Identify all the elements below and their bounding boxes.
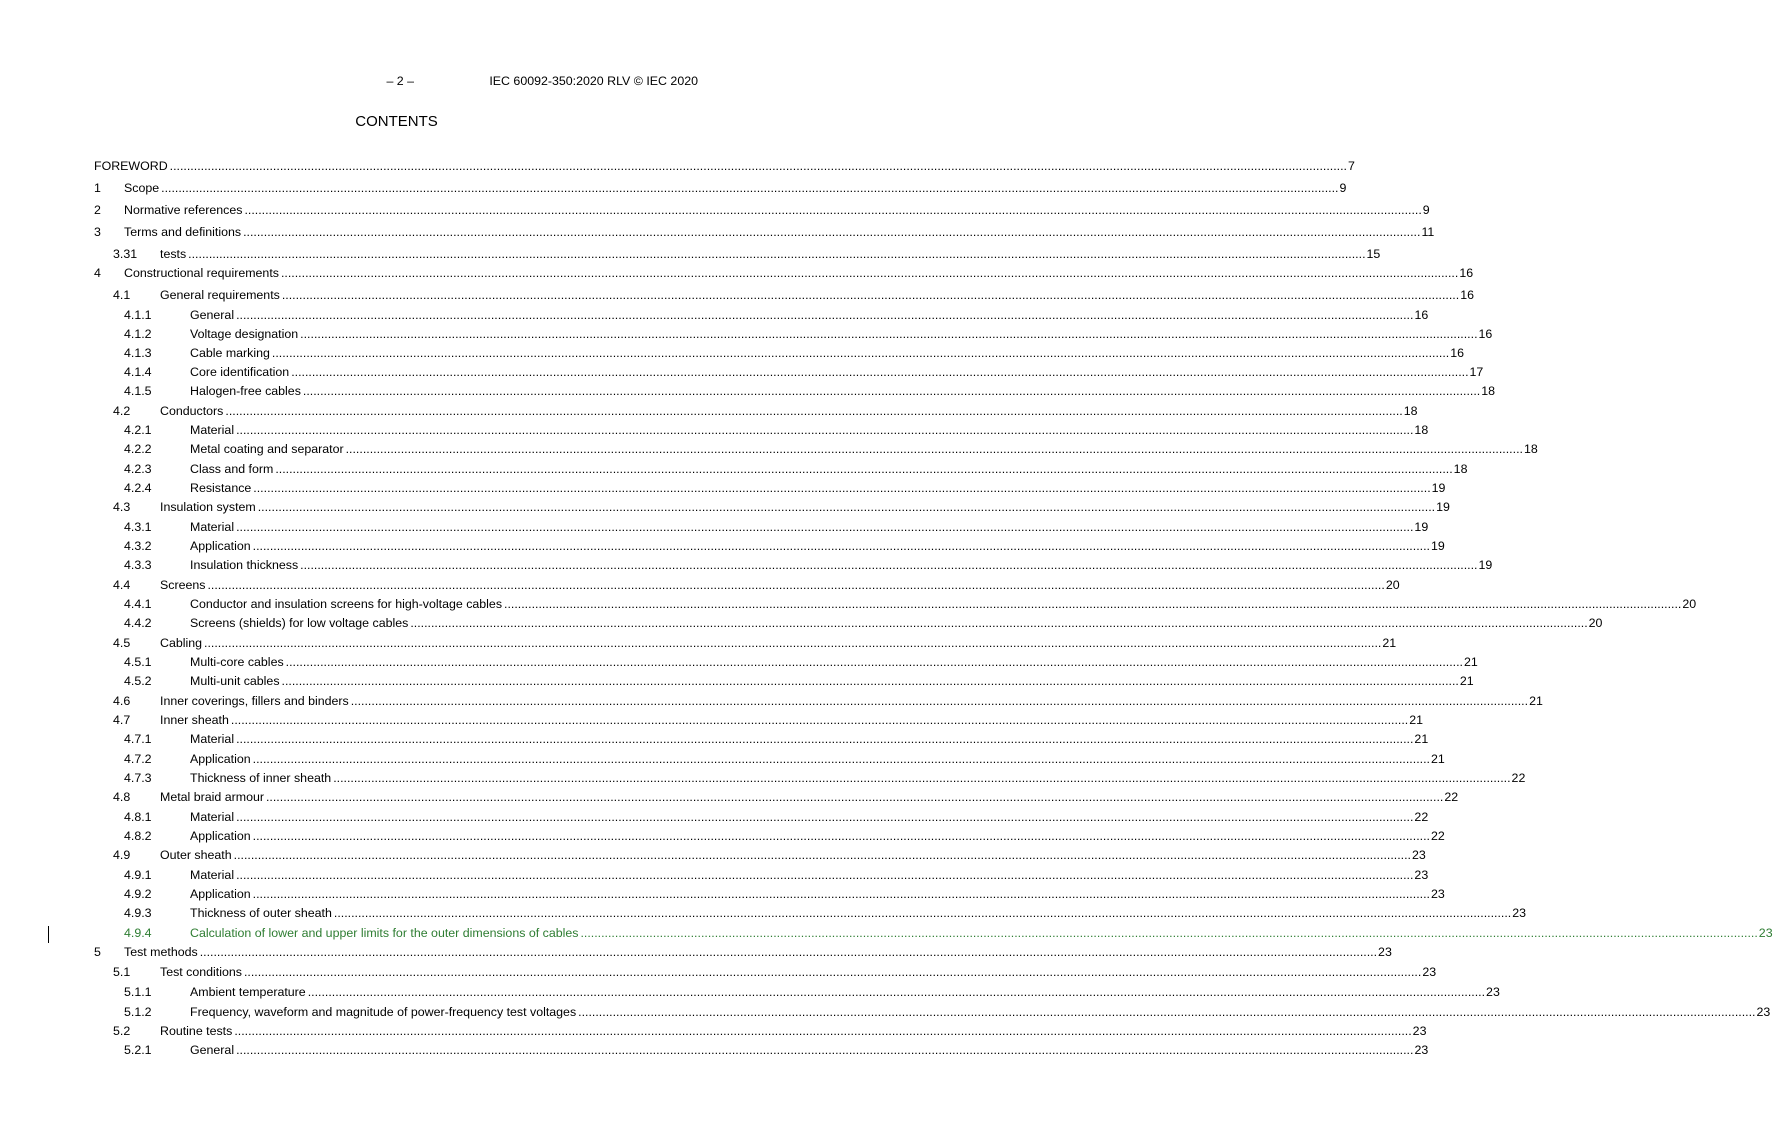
toc-entry-page: 18 [1403, 404, 1418, 418]
toc-entry-title: Resistance [190, 481, 252, 495]
toc-entry-number: 5.2.1 [124, 1043, 152, 1057]
toc-entry-title: Material [190, 868, 235, 882]
toc-entry[interactable] [94, 306, 1429, 324]
toc-entry-number: 4.9.3 [124, 906, 152, 920]
toc-dot-leader: ...................................................................................................................................................................................................................................................................................................................................................... [302, 384, 1481, 398]
toc-entry[interactable] [94, 692, 1543, 710]
toc-entry-number: 4.9.4 [124, 926, 152, 940]
toc-entry-page: 7 [1348, 159, 1355, 173]
toc-entry[interactable] [94, 983, 1500, 1001]
toc-dot-leader: ...................................................................................................................................................................................................................................................................................................................................................... [243, 225, 1421, 239]
toc-entry-number: 4.4.1 [124, 597, 152, 611]
toc-dot-leader: ...................................................................................................................................................................................................................................................................................................................................................... [236, 732, 1414, 746]
toc-entry-number: 4.8.2 [124, 829, 152, 843]
toc-entry-title: Thickness of inner sheath [190, 771, 332, 785]
toc-entry-page: 21 [1464, 655, 1478, 669]
toc-dot-leader: ...................................................................................................................................................................................................................................................................................................................................................... [291, 365, 1469, 379]
toc-entry-title: Calculation of lower and upper limits for the outer dimensions of cables [190, 926, 579, 940]
toc-entry[interactable] [94, 750, 1445, 768]
toc-entry-page: 18 [1453, 462, 1468, 476]
toc-entry-page: 21 [1459, 674, 1474, 688]
toc-entry-title: Material [190, 732, 235, 746]
toc-entry-title: Multi-core cables [190, 655, 284, 669]
toc-entry-page: 20 [1588, 616, 1603, 630]
toc-entry[interactable] [94, 885, 1445, 903]
toc-entry[interactable] [94, 440, 1538, 458]
toc-entry[interactable] [94, 576, 1400, 594]
toc-entry-title: Cable marking [190, 346, 270, 360]
toc-entry-number: 5.1.1 [124, 985, 152, 999]
toc-entry-title: Multi-unit cables [190, 674, 280, 688]
toc-entry-title: Application [190, 539, 251, 553]
toc-entry-title: Screens (shields) for low voltage cables [190, 616, 409, 630]
toc-entry-title: Material [190, 520, 235, 534]
toc-dot-leader: ...................................................................................................................................................................................................................................................................................................................................................... [199, 945, 1378, 959]
toc-entry-title: Outer sheath [160, 848, 232, 862]
toc-entry[interactable] [94, 286, 1474, 304]
revision-change-bar [48, 926, 49, 943]
toc-dot-leader: ...................................................................................................................................................................................................................................................................................................................................................... [253, 481, 1431, 495]
toc-entry[interactable] [94, 179, 1347, 197]
toc-entry-page: 21 [1430, 752, 1445, 766]
toc-entry-number: 4.7.2 [124, 752, 152, 766]
toc-dot-leader: ...................................................................................................................................................................................................................................................................................................................................................... [275, 462, 1453, 476]
toc-entry-title: Thickness of outer sheath [190, 906, 332, 920]
toc-entry[interactable] [94, 672, 1474, 690]
toc-entry-title: Class and form [190, 462, 274, 476]
toc-entry-page: 9 [1422, 203, 1430, 217]
toc-entry[interactable] [94, 421, 1429, 439]
toc-entry-page: 15 [1366, 247, 1381, 261]
toc-entry-number: 3 [94, 225, 101, 239]
toc-dot-leader: ...................................................................................................................................................................................................................................................................................................................................................... [236, 520, 1414, 534]
toc-dot-leader: ...................................................................................................................................................................................................................................................................................................................................................... [236, 423, 1414, 437]
toc-entry-number: 4.5.1 [124, 655, 152, 669]
document-id: IEC 60092-350:2020 RLV © IEC 2020 [489, 74, 698, 88]
toc-entry-page: 16 [1460, 288, 1474, 302]
toc-entry[interactable] [94, 827, 1445, 845]
toc-entry-number: 4.9.1 [124, 868, 152, 882]
toc-entry-title: Inner coverings, fillers and binders [160, 694, 349, 708]
toc-entry-page: 9 [1339, 181, 1347, 195]
toc-entry-page: 19 [1414, 520, 1429, 534]
toc-entry-title: Voltage designation [190, 327, 299, 341]
toc-dot-leader: ...................................................................................................................................................................................................................................................................................................................................................... [252, 829, 1430, 843]
toc-entry-number: 3.31 [113, 247, 138, 261]
toc-entry-title: Ambient temperature [190, 985, 306, 999]
toc-entry-page: 21 [1409, 713, 1424, 727]
toc-dot-leader: ...................................................................................................................................................................................................................................................................................................................................................... [578, 1005, 1756, 1019]
toc-entry[interactable] [94, 614, 1603, 632]
toc-dot-leader: ...................................................................................................................................................................................................................................................................................................................................................... [350, 694, 1529, 708]
toc-entry-page: 19 [1430, 539, 1445, 553]
toc-entry[interactable] [94, 653, 1478, 671]
toc-entry-number: 4.5 [113, 636, 131, 650]
toc-entry-page: 19 [1431, 481, 1446, 495]
toc-entry[interactable] [94, 595, 1697, 613]
toc-entry-number: 4.2.2 [124, 442, 152, 456]
toc-dot-leader: ...................................................................................................................................................................................................................................................................................................................................................... [252, 887, 1430, 901]
toc-entry-number: 4.7.1 [124, 732, 152, 746]
toc-entry-title: Material [190, 810, 235, 824]
toc-dot-leader: ...................................................................................................................................................................................................................................................................................................................................................... [345, 442, 1523, 456]
toc-dot-leader: ...................................................................................................................................................................................................................................................................................................................................................... [225, 404, 1403, 418]
toc-entry-number: 4.4 [113, 578, 131, 592]
toc-entry-number: 4.2.3 [124, 462, 152, 476]
toc-entry-title: Insulation thickness [190, 558, 299, 572]
toc-dot-leader: ...................................................................................................................................................................................................................................................................................................................................................... [207, 578, 1385, 592]
page-number: – 2 – [386, 74, 414, 88]
toc-entry-number: 4.2.1 [124, 423, 152, 437]
toc-dot-leader: ...................................................................................................................................................................................................................................................................................................................................................... [504, 597, 1682, 611]
toc-entry-page: 20 [1385, 578, 1400, 592]
toc-entry-title: Screens [160, 578, 206, 592]
toc-dot-leader: ...................................................................................................................................................................................................................................................................................................................................................... [233, 848, 1411, 862]
toc-entry-title: Insulation system [160, 500, 256, 514]
toc-entry-number: 4.7.3 [124, 771, 152, 785]
toc-entry[interactable] [94, 769, 1526, 787]
toc-entry[interactable] [94, 201, 1430, 219]
toc-dot-leader: ...................................................................................................................................................................................................................................................................................................................................................... [230, 713, 1409, 727]
toc-entry[interactable] [94, 223, 1435, 241]
toc-entry-page: 22 [1414, 810, 1429, 824]
toc-entry-title: Halogen-free cables [190, 384, 301, 398]
toc-entry[interactable] [94, 479, 1446, 497]
toc-entry-number: 5.1.2 [124, 1005, 152, 1019]
toc-entry-number: 4.1.5 [124, 384, 152, 398]
toc-entry-number: 4.5.2 [124, 674, 152, 688]
toc-entry-page: 23 [1758, 926, 1773, 940]
toc-entry[interactable] [94, 904, 1527, 922]
toc-entry-title: Core identification [190, 365, 290, 379]
toc-entry-title: Metal coating and separator [190, 442, 344, 456]
toc-entry[interactable] [94, 1022, 1427, 1040]
page-header [0, 74, 698, 94]
toc-entry-page: 23 [1422, 965, 1437, 979]
toc-entry-number: 4.4.2 [124, 616, 152, 630]
toc-entry-page: 23 [1486, 985, 1500, 999]
toc-entry-page: 23 [1756, 1005, 1771, 1019]
toc-entry-number: 2 [94, 203, 101, 217]
toc-dot-leader: ...................................................................................................................................................................................................................................................................................................................................................... [333, 771, 1511, 785]
toc-entry-page: 23 [1414, 1043, 1429, 1057]
toc-entry[interactable] [94, 460, 1468, 478]
toc-entry-page: 22 [1511, 771, 1526, 785]
toc-entry-page: 16 [1459, 266, 1474, 280]
toc-entry-number: 4 [94, 266, 101, 280]
toc-entry-title: Metal braid armour [160, 790, 264, 804]
page-title: CONTENTS [355, 113, 438, 130]
toc-entry-title: General requirements [160, 288, 280, 302]
toc-dot-leader: ...................................................................................................................................................................................................................................................................................................................................................... [234, 1024, 1412, 1038]
toc-entry-number: 4.9.2 [124, 887, 152, 901]
toc-entry-page: 16 [1450, 346, 1465, 360]
toc-entry-number: 4.1.3 [124, 346, 152, 360]
toc-entry[interactable] [94, 344, 1465, 362]
toc-entry-title: General [190, 1043, 235, 1057]
toc-dot-leader: ...................................................................................................................................................................................................................................................................................................................................................... [236, 308, 1414, 322]
toc-entry[interactable] [94, 943, 1392, 961]
toc-entry-title: Conductors [160, 404, 224, 418]
toc-entry[interactable] [94, 363, 1484, 381]
toc-entry-page: 11 [1421, 225, 1435, 239]
toc-entry-title: Routine tests [160, 1024, 233, 1038]
toc-entry[interactable] [94, 924, 1773, 942]
toc-entry[interactable] [94, 264, 1474, 282]
toc-entry-page: 21 [1382, 636, 1397, 650]
toc-entry-title: Cabling [160, 636, 203, 650]
toc-entry[interactable] [94, 808, 1429, 826]
toc-dot-leader: ...................................................................................................................................................................................................................................................................................................................................................... [244, 203, 1422, 217]
toc-entry[interactable] [94, 1041, 1429, 1059]
toc-entry-page: 18 [1414, 423, 1429, 437]
toc-entry-page: 16 [1414, 308, 1429, 322]
toc-entry-number: 4.1.1 [124, 308, 152, 322]
toc-entry-title: tests [160, 247, 187, 261]
toc-dot-leader: ...................................................................................................................................................................................................................................................................................................................................................... [271, 346, 1450, 360]
toc-entry-title: Material [190, 423, 235, 437]
toc-entry[interactable] [94, 537, 1445, 555]
toc-entry-title: Scope [124, 181, 160, 195]
toc-entry-number: 4.8.1 [124, 810, 152, 824]
toc-entry-page: 23 [1378, 945, 1392, 959]
toc-dot-leader: ...................................................................................................................................................................................................................................................................................................................................................... [580, 926, 1758, 940]
toc-dot-leader: ...................................................................................................................................................................................................................................................................................................................................................... [257, 500, 1436, 514]
toc-entry-number: 4.8 [113, 790, 131, 804]
toc-entry-number: 4.3 [113, 500, 131, 514]
toc-entry[interactable] [94, 846, 1426, 864]
toc-entry-title: Frequency, waveform and magnitude of power-frequency test voltages [190, 1005, 577, 1019]
toc-entry-page: 18 [1481, 384, 1496, 398]
toc-entry-number: 4.1.4 [124, 365, 152, 379]
toc-dot-leader: ...................................................................................................................................................................................................................................................................................................................................................... [252, 539, 1430, 553]
toc-entry-number: 4.2.4 [124, 481, 152, 495]
toc-entry[interactable] [94, 382, 1496, 400]
toc-entry-number: 4.3.3 [124, 558, 152, 572]
toc-dot-leader: ...................................................................................................................................................................................................................................................................................................................................................... [300, 327, 1478, 341]
toc-dot-leader: ...................................................................................................................................................................................................................................................................................................................................................... [236, 810, 1414, 824]
toc-entry-title: Test methods [124, 945, 198, 959]
toc-entry-number: 4.2 [113, 404, 131, 418]
toc-entry-title: Constructional requirements [124, 266, 279, 280]
toc-entry-page: 19 [1478, 558, 1493, 572]
toc-dot-leader: ...................................................................................................................................................................................................................................................................................................................................................... [300, 558, 1478, 572]
toc-dot-leader: ...................................................................................................................................................................................................................................................................................................................................................... [285, 655, 1463, 669]
toc-entry-page: 22 [1430, 829, 1445, 843]
toc-entry-title: Test conditions [160, 965, 242, 979]
toc-dot-leader: ...................................................................................................................................................................................................................................................................................................................................................... [169, 159, 1347, 173]
toc-entry-page: 23 [1412, 1024, 1427, 1038]
toc-entry[interactable] [94, 157, 1355, 175]
toc-entry-number: 4.3.2 [124, 539, 152, 553]
toc-entry-number: 5 [94, 945, 101, 959]
toc-dot-leader: ...................................................................................................................................................................................................................................................................................................................................................... [281, 288, 1460, 302]
toc-entry-number: 4.3.1 [124, 520, 152, 534]
toc-entry-number: 4.6 [113, 694, 131, 708]
toc-entry-title: General [190, 308, 235, 322]
toc-dot-leader: ...................................................................................................................................................................................................................................................................................................................................................... [265, 790, 1444, 804]
toc-entry[interactable] [94, 711, 1424, 729]
toc-entry[interactable] [94, 245, 1381, 263]
toc-dot-leader: ...................................................................................................................................................................................................................................................................................................................................................... [307, 985, 1486, 999]
toc-dot-leader: ...................................................................................................................................................................................................................................................................................................................................................... [280, 266, 1459, 280]
toc-entry-page: 20 [1682, 597, 1697, 611]
toc-entry-page: 23 [1512, 906, 1527, 920]
toc-dot-leader: ...................................................................................................................................................................................................................................................................................................................................................... [333, 906, 1512, 920]
toc-entry-title: Terms and definitions [124, 225, 242, 239]
toc-entry[interactable] [94, 325, 1493, 343]
toc-entry-number: 1 [94, 181, 101, 195]
toc-entry-page: 21 [1414, 732, 1429, 746]
toc-entry-title: Application [190, 829, 251, 843]
toc-entry[interactable] [94, 556, 1493, 574]
toc-entry[interactable] [94, 402, 1418, 420]
toc-entry[interactable] [94, 963, 1437, 981]
toc-entry-page: 16 [1478, 327, 1493, 341]
toc-entry-page: 18 [1523, 442, 1538, 456]
toc-entry-number: 4.1.2 [124, 327, 152, 341]
toc-entry-page: 21 [1529, 694, 1543, 708]
toc-entry-number: 5.1 [113, 965, 131, 979]
toc-entry-page: 19 [1436, 500, 1450, 514]
toc-dot-leader: ...................................................................................................................................................................................................................................................................................................................................................... [243, 965, 1422, 979]
toc-entry-number: 4.1 [113, 288, 131, 302]
toc-entry-title: FOREWORD [94, 159, 168, 173]
toc-dot-leader: ...................................................................................................................................................................................................................................................................................................................................................... [410, 616, 1588, 630]
toc-dot-leader: ...................................................................................................................................................................................................................................................................................................................................................... [236, 1043, 1414, 1057]
toc-dot-leader: ...................................................................................................................................................................................................................................................................................................................................................... [161, 181, 1339, 195]
toc-entry-title: Application [190, 752, 251, 766]
toc-entry[interactable] [94, 634, 1397, 652]
toc-dot-leader: ...................................................................................................................................................................................................................................................................................................................................................... [252, 752, 1430, 766]
toc-entry-title: Inner sheath [160, 713, 229, 727]
toc-entry[interactable] [94, 866, 1429, 884]
toc-entry[interactable] [94, 730, 1429, 748]
toc-entry-title: Conductor and insulation screens for high-voltage cables [190, 597, 503, 611]
toc-entry-title: Normative references [124, 203, 243, 217]
toc-entry-page: 23 [1430, 887, 1445, 901]
toc-dot-leader: ...................................................................................................................................................................................................................................................................................................................................................... [188, 247, 1366, 261]
toc-dot-leader: ...................................................................................................................................................................................................................................................................................................................................................... [236, 868, 1414, 882]
toc-entry[interactable] [94, 518, 1429, 536]
toc-entry-page: 17 [1469, 365, 1484, 379]
toc-entry-number: 4.7 [113, 713, 131, 727]
toc-entry[interactable] [94, 788, 1459, 806]
toc-entry-page: 23 [1411, 848, 1426, 862]
toc-entry-title: Application [190, 887, 251, 901]
toc-entry-page: 23 [1414, 868, 1429, 882]
toc-entry[interactable] [94, 498, 1450, 516]
toc-dot-leader: ...................................................................................................................................................................................................................................................................................................................................................... [204, 636, 1382, 650]
toc-entry-number: 4.9 [113, 848, 131, 862]
toc-entry-number: 5.2 [113, 1024, 131, 1038]
toc-dot-leader: ...................................................................................................................................................................................................................................................................................................................................................... [281, 674, 1459, 688]
toc-entry[interactable] [94, 1003, 1771, 1021]
toc-entry-page: 22 [1444, 790, 1459, 804]
